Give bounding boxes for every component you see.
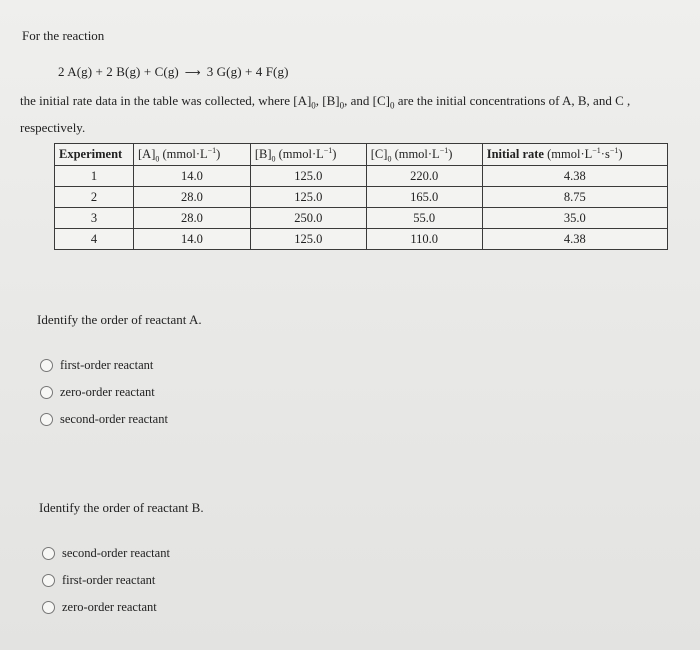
desc-part-2: , [B] (315, 93, 340, 108)
table-row (55, 187, 668, 208)
cell-rate: 4.38 (482, 229, 667, 250)
option-label: first-order reactant (62, 573, 156, 587)
cell-experiment: 1 (55, 166, 134, 187)
cell-a: 14.0 (134, 166, 251, 187)
equation-reactants: 2 A(g) + 2 B(g) + C(g) (58, 64, 179, 79)
cell-b: 125.0 (250, 187, 366, 208)
cell-a: 28.0 (134, 187, 251, 208)
table-row (55, 229, 668, 250)
desc-sub-b: 0 (339, 100, 345, 111)
cell-c: 220.0 (366, 166, 482, 187)
desc-part-3: , and [C] (344, 93, 390, 108)
header-c: $[C]_0$ $(mmol\cdot L^{-1})$ (366, 144, 482, 166)
option-label: second-order reactant (60, 412, 168, 426)
header-experiment: Experiment (55, 144, 134, 166)
radio-button-icon[interactable] (42, 574, 55, 587)
option-label: zero-order reactant (60, 385, 155, 399)
reaction-arrow-icon: ⟶ (184, 66, 201, 79)
question-b-prompt: Identify the order of reactant B. (39, 500, 204, 515)
desc-sub-a: 0 (311, 100, 316, 111)
cell-rate: 35.0 (482, 208, 667, 229)
option-b-zero-order[interactable] (42, 594, 170, 621)
desc-sub-c: 0 (390, 100, 395, 111)
radio-button-icon[interactable] (42, 547, 55, 560)
rate-data-table (54, 143, 668, 250)
header-b: $[B]_0$ $(mmol\cdot L^{-1})$ (250, 144, 366, 166)
option-a-zero-order[interactable] (40, 379, 168, 406)
table-header-row (55, 144, 668, 166)
cell-c: 110.0 (366, 229, 482, 250)
cell-a: 28.0 (134, 208, 251, 229)
radio-button-icon[interactable] (40, 413, 53, 426)
cell-b: 125.0 (250, 229, 366, 250)
table-row (55, 208, 668, 229)
option-label: zero-order reactant (62, 600, 157, 614)
question-a-prompt: Identify the order of reactant A. (37, 312, 202, 327)
cell-experiment: 2 (55, 187, 134, 208)
desc-part-1: the initial rate data in the table was collected, where [A] (20, 93, 312, 108)
cell-experiment: 4 (55, 229, 134, 250)
option-a-second-order[interactable] (40, 406, 168, 433)
cell-c: 55.0 (366, 208, 482, 229)
option-label: first-order reactant (60, 358, 154, 372)
intro-text: For the reaction (22, 28, 105, 43)
table-row (55, 166, 668, 187)
reaction-equation (58, 64, 289, 80)
cell-b: 250.0 (250, 208, 366, 229)
cell-rate: 4.38 (482, 166, 667, 187)
question-a-options (40, 352, 168, 433)
equation-products: 3 G(g) + 4 F(g) (206, 64, 289, 79)
cell-rate: 8.75 (482, 187, 667, 208)
radio-button-icon[interactable] (40, 359, 53, 372)
option-a-first-order[interactable] (40, 352, 168, 379)
radio-button-icon[interactable] (42, 601, 55, 614)
option-b-first-order[interactable] (42, 567, 170, 594)
option-b-second-order[interactable] (42, 540, 170, 567)
cell-b: 125.0 (250, 166, 366, 187)
cell-a: 14.0 (134, 229, 251, 250)
header-a: $[A]_0$ $(mmol\cdot L^{-1})$ (134, 144, 251, 166)
header-rate: Initial rate $(mmol\cdot L^{-1}\cdot s^{-1})$ (482, 144, 667, 166)
cell-experiment: 3 (55, 208, 134, 229)
desc-part-4: are the initial concentrations of A, B, and C , respectively. (20, 93, 631, 135)
description-text (20, 90, 690, 139)
option-label: second-order reactant (62, 546, 170, 560)
radio-button-icon[interactable] (40, 386, 53, 399)
question-b-options (42, 540, 170, 621)
cell-c: 165.0 (366, 187, 482, 208)
